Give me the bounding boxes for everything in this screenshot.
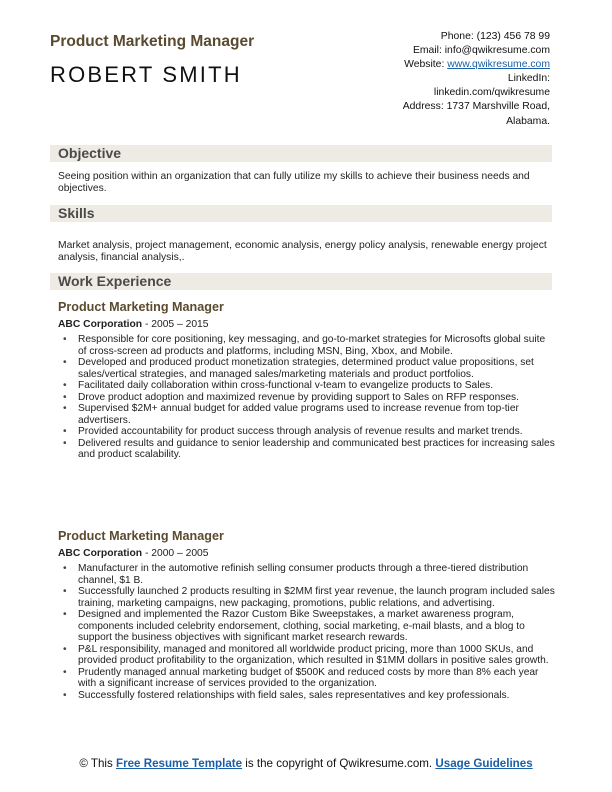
list-item: • Supervised $2M+ annual budget for added value programs used to increase revenue from top-tier advertisers. xyxy=(58,403,556,426)
list-item: • Designed and implemented the Razor Custom Bike Sweepstakes, a market awareness program, components included celebrity endorsement, clothing, social marketing, e-mail blasts, and a blog to support the business objectives with significant market research rewards. xyxy=(58,609,556,644)
address-value: 1737 Marshville Road, Alabama. xyxy=(446,101,550,127)
list-item: • Successfully fostered relationships with field sales, sales representatives and key professionals. xyxy=(58,690,556,702)
list-item: • Responsible for core positioning, key messaging, and go-to-market strategies for Microsofts global suite of cross-screen ad products and platforms, including MSN, Bing, Xbox, and Mobile. xyxy=(58,334,556,357)
contact-linkedin-value: linkedin.com/qwikresume xyxy=(433,87,550,99)
skills-section-bar xyxy=(50,205,552,222)
job-1-company-line xyxy=(58,319,209,330)
website-link[interactable]: www.qwikresume.com xyxy=(447,59,550,71)
job-1-dates: - 2005 – 2015 xyxy=(142,319,209,330)
list-item: • Facilitated daily collaboration within cross-functional v-team to evangelize products to Sales. xyxy=(58,380,556,392)
job-1-company: ABC Corporation xyxy=(58,319,143,330)
contact-linkedin-label: LinkedIn: xyxy=(507,73,550,85)
website-label: Website: xyxy=(404,59,445,71)
job-2-company: ABC Corporation xyxy=(58,548,143,559)
usage-guidelines-link[interactable]: Usage Guidelines xyxy=(435,757,533,770)
objective-section-bar xyxy=(50,145,552,162)
job-1-bullets xyxy=(58,334,556,461)
candidate-name: ROBERT SMITH xyxy=(50,62,242,87)
list-item: • Delivered results and guidance to senior leadership and communicated best practices for increasing sales and product scalability. xyxy=(58,438,556,461)
list-item: • Prudently managed annual marketing budget of $500K and reduced costs by more than 8% each year with a significant increase of services provided to the organization. xyxy=(58,667,556,690)
header-job-title: Product Marketing Manager xyxy=(50,33,255,50)
footer-middle: is the copyright of Qwikresume.com. xyxy=(242,757,436,770)
job-2-role: Product Marketing Manager xyxy=(58,529,224,543)
job-1-role: Product Marketing Manager xyxy=(58,300,224,314)
list-item: • Successfully launched 2 products resulting in $2MM first year revenue, the launch program included sales training, marketing campaigns, new packaging, promotions, public relations, and advertising. xyxy=(58,586,556,609)
free-resume-template-link[interactable]: Free Resume Template xyxy=(116,757,243,770)
list-item: • P&L responsibility, managed and monitored all worldwide product pricing, more than 1000 SKUs, and provided product profitability to the organization, which resulted in $1MM dollars in positive sales growth. xyxy=(58,644,556,667)
list-item: • Provided accountability for product success through analysis of revenue results and market trends. xyxy=(58,426,556,438)
job-2-bullets xyxy=(58,563,556,702)
footer-copyright xyxy=(50,757,562,771)
skills-text: Market analysis, project management, economic analysis, energy policy analysis, renewable energy project analysis, financial analysis,. xyxy=(58,240,547,263)
objective-heading: Objective xyxy=(58,145,122,161)
objective-text: Seeing position within an organization that can fully utilize my skills to achieve their business needs and objectives. xyxy=(58,171,530,194)
email-label: Email: xyxy=(412,45,442,57)
job-2-company-line xyxy=(58,548,209,559)
list-item: • Drove product adoption and maximized revenue by providing support to Sales on RFP responses. xyxy=(58,392,556,404)
contact-email xyxy=(310,44,550,58)
email-value: info@qwikresume.com xyxy=(444,45,550,57)
phone-label: Phone: xyxy=(440,31,474,42)
phone-value: (123) 456 78 99 xyxy=(476,31,550,42)
footer-prefix: © This xyxy=(79,757,116,770)
contact-block xyxy=(310,30,550,129)
skills-heading: Skills xyxy=(58,205,95,221)
list-item: • Developed and produced product monetization strategies, determined product value propositions, set sales/vertical strategies, and managed sales/marketing materials and product portfolios. xyxy=(58,357,556,380)
list-item: • Manufacturer in the automotive refinish selling consumer products through a three-tiered distribution channel, $1 B. xyxy=(58,563,556,586)
experience-heading: Work Experience xyxy=(58,273,172,289)
contact-website xyxy=(310,58,550,72)
contact-phone xyxy=(310,30,550,44)
contact-address xyxy=(310,100,550,128)
address-label: Address: xyxy=(402,101,444,113)
job-2-dates: - 2000 – 2005 xyxy=(142,548,209,559)
